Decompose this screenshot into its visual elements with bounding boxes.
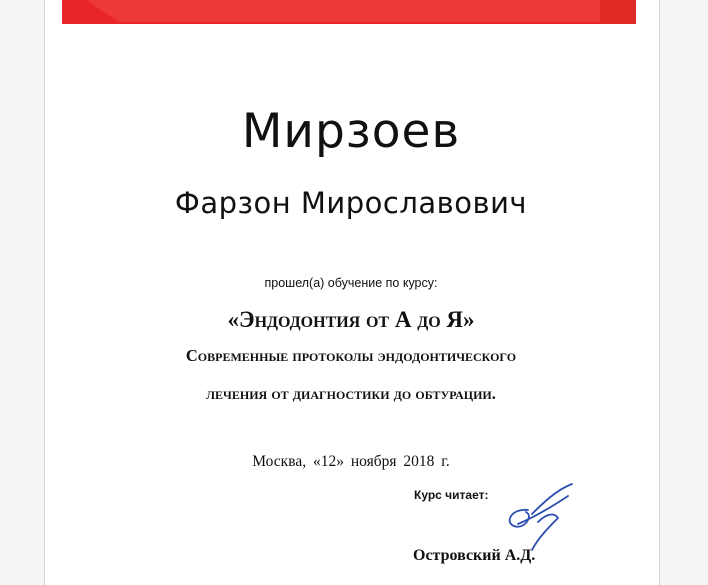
- course-title: «Эндодонтия от А до Я»: [227, 307, 475, 332]
- lecturer-name: Островский А.Д.: [413, 547, 536, 564]
- place-and-date: Москва, «12» ноября 2018 г.: [252, 453, 450, 470]
- recipient-given-names: Фарзон Мирославович: [174, 186, 528, 220]
- course-subtitle-line-2: лечения от диагностики до обтурации.: [206, 384, 496, 403]
- course-subtitle-line-1: Современные протоколы эндодонтического: [185, 346, 517, 365]
- completion-statement: прошел(а) обучение по курсу:: [264, 276, 438, 290]
- course-reader-label: Курс читает:: [414, 488, 489, 502]
- signature-icon: [498, 478, 588, 558]
- recipient-surname: Мирзоев: [241, 104, 461, 159]
- red-header-band-shade: [86, 0, 636, 22]
- red-header-band-edge: [600, 0, 636, 24]
